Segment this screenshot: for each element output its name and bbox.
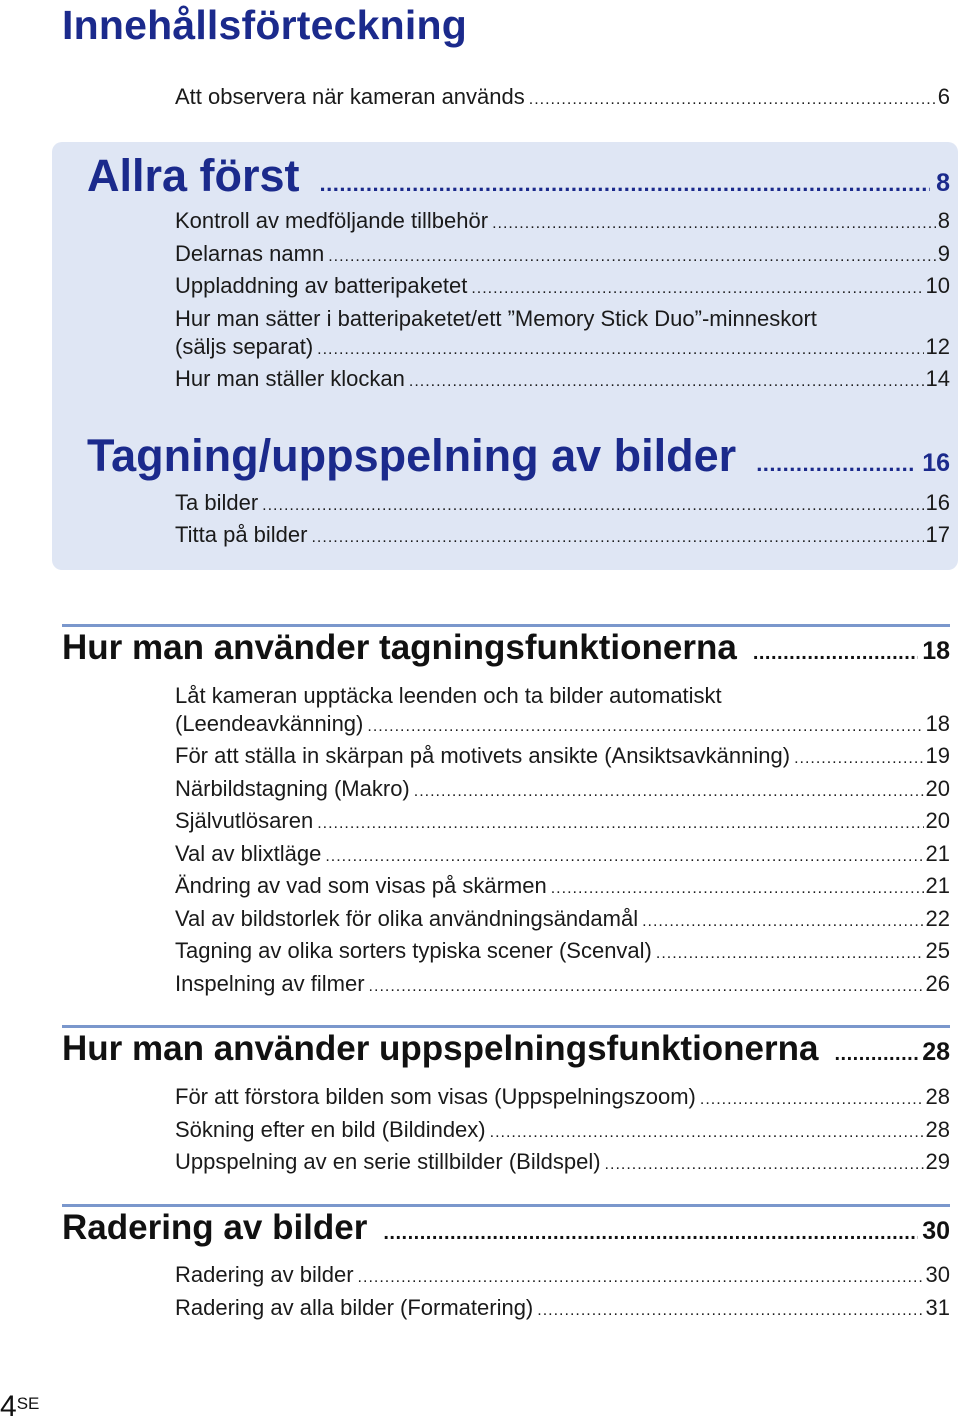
leader-dots <box>551 874 924 904</box>
toc-entry[interactable] <box>175 239 950 272</box>
toc-entry-text: Sökning efter en bild (Bildindex) <box>175 1117 486 1142</box>
toc-entry-text: För att ställa in skärpan på motivets ansikte (Ansiktsavkänning) <box>175 743 791 768</box>
toc-entry-text: Uppladdning av batteripaketet <box>175 273 468 298</box>
toc-entry-text: Hur man ställer klockan <box>175 366 405 391</box>
leader-dots <box>328 242 936 272</box>
leader-dots <box>367 712 923 742</box>
toc-entry-text: Att observera när kameran används <box>175 84 525 109</box>
section-title: Hur man använder uppspelningsfunktionerna <box>62 1029 819 1068</box>
section-divider <box>62 624 950 627</box>
section-heading-tagning-uppspelning[interactable] <box>87 430 950 482</box>
toc-entry-line1[interactable]: Hur man sätter i batteripaketet/ett ”Memory Stick Duo”-minneskort <box>175 306 817 331</box>
toc-entry-page: 10 <box>925 273 950 298</box>
toc-entry-intro[interactable] <box>175 82 950 115</box>
section-divider <box>62 1025 950 1028</box>
toc-entry-page: 20 <box>925 776 950 801</box>
page-number-value: 4 <box>0 1390 17 1423</box>
toc-entry-text: Delarnas namn <box>175 241 325 266</box>
toc-entry-text: Ändring av vad som visas på skärmen <box>175 873 547 898</box>
toc-entry-page: 16 <box>925 490 950 515</box>
leader-dots <box>262 491 923 521</box>
toc-entry[interactable] <box>175 709 950 742</box>
section-title: Radering av bilder <box>62 1208 368 1247</box>
toc-entry-text: Radering av bilder <box>175 1262 354 1287</box>
toc-entry-page: 20 <box>925 808 950 833</box>
toc-entry-page: 28 <box>925 1084 950 1109</box>
toc-entry[interactable] <box>175 364 950 397</box>
toc-entry-text: Inspelning av filmer <box>175 971 365 996</box>
section-page: 28 <box>922 1038 950 1066</box>
toc-entry-text: Närbildstagning (Makro) <box>175 776 410 801</box>
leader-dots <box>753 642 918 665</box>
toc-entry[interactable] <box>175 741 950 774</box>
section-page: 8 <box>936 169 950 197</box>
leader-dots <box>471 274 923 304</box>
leader-dots <box>642 907 923 937</box>
toc-entry-page: 30 <box>925 1262 950 1287</box>
toc-entry-page: 17 <box>925 522 950 547</box>
toc-entry-text: För att förstora bilden som visas (Uppspelningszoom) <box>175 1084 696 1109</box>
leader-dots <box>529 85 936 115</box>
toc-entry-text: Radering av alla bilder (Formatering) <box>175 1295 534 1320</box>
leader-dots <box>320 171 931 197</box>
section-title: Allra först <box>87 150 300 201</box>
toc-entry-page: 29 <box>925 1149 950 1174</box>
section-heading-allra-forst[interactable] <box>87 150 950 202</box>
leader-dots <box>605 1150 924 1180</box>
leader-dots <box>317 809 923 839</box>
toc-entry-page: 26 <box>925 971 950 996</box>
toc-entry-page: 19 <box>925 743 950 768</box>
toc-entry-page: 21 <box>925 873 950 898</box>
leader-dots <box>369 972 924 1002</box>
toc-entry[interactable] <box>175 520 950 553</box>
section-heading-tagningsfunktionerna[interactable] <box>62 628 950 668</box>
toc-entry[interactable] <box>175 1147 950 1180</box>
toc-entry-page: 14 <box>925 366 950 391</box>
page-number <box>0 1390 39 1424</box>
section-divider <box>62 1204 950 1207</box>
leader-dots <box>325 842 923 872</box>
toc-entry-page: 21 <box>925 841 950 866</box>
toc-entry[interactable] <box>175 1115 950 1148</box>
toc-entry-page: 8 <box>937 208 950 233</box>
toc-entry[interactable] <box>175 1293 950 1326</box>
leader-dots <box>409 367 924 397</box>
toc-entry-page: 18 <box>925 711 950 736</box>
toc-entry-page: 28 <box>925 1117 950 1142</box>
leader-dots <box>317 335 923 365</box>
toc-entry[interactable] <box>175 332 950 365</box>
toc-entry-page: 25 <box>925 938 950 963</box>
toc-entry[interactable] <box>175 839 950 872</box>
leader-dots <box>492 209 936 239</box>
toc-entry[interactable] <box>175 1260 950 1293</box>
section-title: Hur man använder tagningsfunktionerna <box>62 628 737 667</box>
toc-entry-page: 9 <box>937 241 950 266</box>
toc-entry[interactable] <box>175 488 950 521</box>
section-page: 30 <box>922 1217 950 1245</box>
leader-dots <box>490 1118 924 1148</box>
leader-dots <box>834 1043 918 1066</box>
leader-dots <box>383 1222 918 1245</box>
toc-entry-text: Uppspelning av en serie stillbilder (Bildspel) <box>175 1149 601 1174</box>
toc-entry[interactable] <box>175 271 950 304</box>
toc-entry[interactable] <box>175 206 950 239</box>
toc-entry[interactable] <box>175 904 950 937</box>
leader-dots <box>414 777 924 807</box>
toc-entry-page: 31 <box>925 1295 950 1320</box>
toc-entry-text: Självutlösaren <box>175 808 314 833</box>
section-page: 18 <box>922 637 950 665</box>
section-page: 16 <box>922 449 950 477</box>
leader-dots <box>311 523 923 553</box>
page-number-suffix: SE <box>16 1394 40 1413</box>
toc-entry[interactable] <box>175 969 950 1002</box>
toc-entry-page: 22 <box>925 906 950 931</box>
leader-dots <box>537 1296 923 1326</box>
toc-entry[interactable] <box>175 1082 950 1115</box>
leader-dots <box>700 1085 924 1115</box>
leader-dots <box>794 744 923 774</box>
leader-dots <box>656 939 924 969</box>
toc-entry-text: Val av blixtläge <box>175 841 322 866</box>
page-title: Innehållsförteckning <box>62 2 467 48</box>
toc-entry-text: (Leendeavkänning) <box>175 711 364 736</box>
toc-entry-text: Ta bilder <box>175 490 259 515</box>
toc-entry-text: (säljs separat) <box>175 334 314 359</box>
section-heading-uppspelningsfunktionerna[interactable] <box>62 1029 950 1069</box>
toc-entry[interactable] <box>175 774 950 807</box>
toc-entry-text: Val av bildstorlek för olika användningsändamål <box>175 906 639 931</box>
section-heading-radering[interactable] <box>62 1208 950 1248</box>
toc-entry-page: 12 <box>925 334 950 359</box>
toc-entry-text: Kontroll av medföljande tillbehör <box>175 208 489 233</box>
toc-entry[interactable] <box>175 871 950 904</box>
toc-entry-text: Titta på bilder <box>175 522 308 547</box>
toc-entry-page: 6 <box>937 84 950 109</box>
toc-entry[interactable] <box>175 936 950 969</box>
toc-entry-text: Tagning av olika sorters typiska scener (Scenval) <box>175 938 652 963</box>
leader-dots <box>756 451 916 477</box>
toc-entry[interactable] <box>175 806 950 839</box>
leader-dots <box>358 1263 924 1293</box>
toc-entry-line1[interactable]: Låt kameran upptäcka leenden och ta bilder automatiskt <box>175 683 722 708</box>
section-title: Tagning/uppspelning av bilder <box>87 430 737 481</box>
